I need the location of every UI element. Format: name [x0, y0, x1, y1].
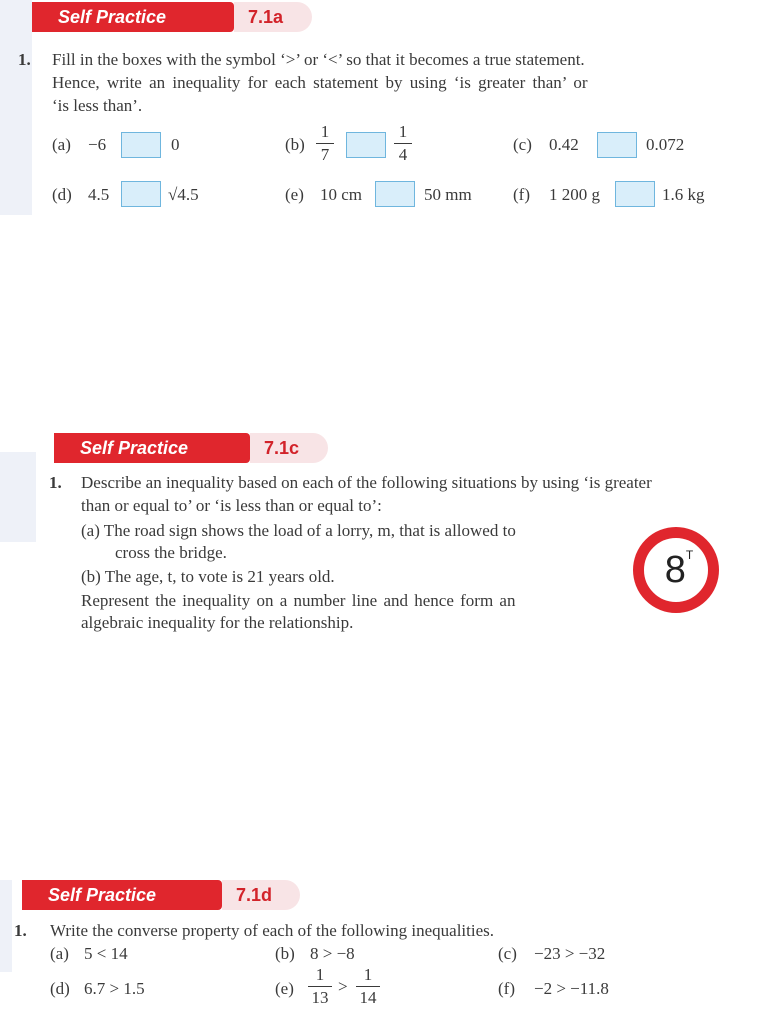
represent-line: algebraic inequality for the relationship. — [81, 613, 354, 632]
inequality: 6.7 > 1.5 — [84, 979, 145, 998]
item-left-value: −6 — [88, 135, 107, 154]
answer-box[interactable] — [615, 181, 655, 207]
instruction-line: Fill in the boxes with the symbol ‘>’ or ‘<’ so that it becomes a true statement. — [52, 50, 585, 69]
item-right-value: √4.5 — [168, 185, 199, 204]
item-label: (e) — [275, 979, 294, 998]
inequality: −2 > −11.8 — [534, 979, 609, 998]
item-left-value: 0.42 — [549, 135, 579, 154]
inequality: 5 < 14 — [84, 944, 128, 963]
section-sidebar — [0, 0, 32, 215]
situation-b-line: (b) The age, t, to vote is 21 years old. — [81, 567, 335, 586]
section-header-7-1c — [54, 433, 328, 463]
road-sign-load-limit — [633, 527, 719, 613]
fraction-numerator: 1 — [320, 122, 330, 141]
section-sidebar — [0, 452, 36, 542]
inequality-operator: > — [338, 977, 348, 996]
item-right-value: 0.072 — [646, 135, 685, 154]
item-label: (c) — [513, 135, 532, 154]
inequality: −23 > −32 — [534, 944, 606, 963]
instruction-line: Describe an inequality based on each of the following situations by using ‘is greater — [81, 473, 652, 492]
self-practice-badge: Self Practice — [32, 2, 234, 32]
fraction-denominator: 7 — [320, 145, 330, 164]
answer-box[interactable] — [121, 181, 161, 207]
item-label: (f) — [498, 979, 515, 998]
item-label: (e) — [285, 185, 304, 204]
item-right-value: 1.6 kg — [662, 185, 705, 204]
item-label: (a) — [50, 944, 69, 963]
item-label: (b) — [275, 944, 295, 963]
fraction-denominator: 4 — [398, 145, 408, 164]
fraction-numerator: 1 — [315, 965, 325, 984]
item-label: (d) — [52, 185, 72, 204]
answer-box[interactable] — [375, 181, 415, 207]
fraction — [394, 122, 412, 165]
situation-a-line: (a) The road sign shows the load of a lorry, m, that is allowed to — [81, 521, 516, 540]
instruction-line: Write the converse property of each of the following inequalities. — [50, 921, 494, 940]
self-practice-badge: Self Practice — [54, 433, 250, 463]
item-right-value: 0 — [171, 135, 180, 154]
road-sign-value: 8 — [664, 549, 686, 591]
section-code: 7.1d — [222, 880, 300, 910]
instruction-line: Hence, write an inequality for each statement by using ‘is greater than’ or — [52, 73, 588, 92]
item-label: (a) — [52, 135, 71, 154]
answer-box[interactable] — [597, 132, 637, 158]
situation-a-line: cross the bridge. — [115, 543, 227, 562]
item-left-value: 10 cm — [320, 185, 363, 204]
item-right-value: 50 mm — [424, 185, 472, 204]
fraction-denominator: 14 — [359, 988, 377, 1007]
section-header-7-1d — [22, 880, 300, 910]
question-number: 1. — [49, 473, 62, 492]
item-label: (b) — [285, 135, 305, 154]
section-code: 7.1a — [234, 2, 312, 32]
item-left-value: 4.5 — [88, 185, 110, 204]
question-number: 1. — [18, 50, 31, 69]
fraction-denominator: 13 — [311, 988, 329, 1007]
answer-box[interactable] — [346, 132, 386, 158]
fraction-numerator: 1 — [363, 965, 373, 984]
item-label: (c) — [498, 944, 517, 963]
section-header-7-1a — [32, 2, 312, 32]
instruction-line: than or equal to’ or ‘is less than or equal to’: — [81, 496, 382, 515]
fraction-numerator: 1 — [398, 122, 408, 141]
fraction — [356, 965, 380, 1008]
fraction — [308, 965, 332, 1008]
self-practice-badge: Self Practice — [22, 880, 222, 910]
answer-box[interactable] — [121, 132, 161, 158]
item-label: (d) — [50, 979, 70, 998]
inequality: 8 > −8 — [310, 944, 355, 963]
instruction-line: ‘is less than’. — [52, 96, 143, 115]
represent-line: Represent the inequality on a number line and hence form an — [81, 591, 516, 610]
fraction — [316, 122, 334, 165]
section-code: 7.1c — [250, 433, 328, 463]
item-label: (f) — [513, 185, 530, 204]
road-sign-unit: T — [685, 548, 694, 562]
question-number: 1. — [14, 921, 27, 940]
item-left-value: 1 200 g — [549, 185, 600, 204]
section-sidebar — [0, 880, 12, 972]
